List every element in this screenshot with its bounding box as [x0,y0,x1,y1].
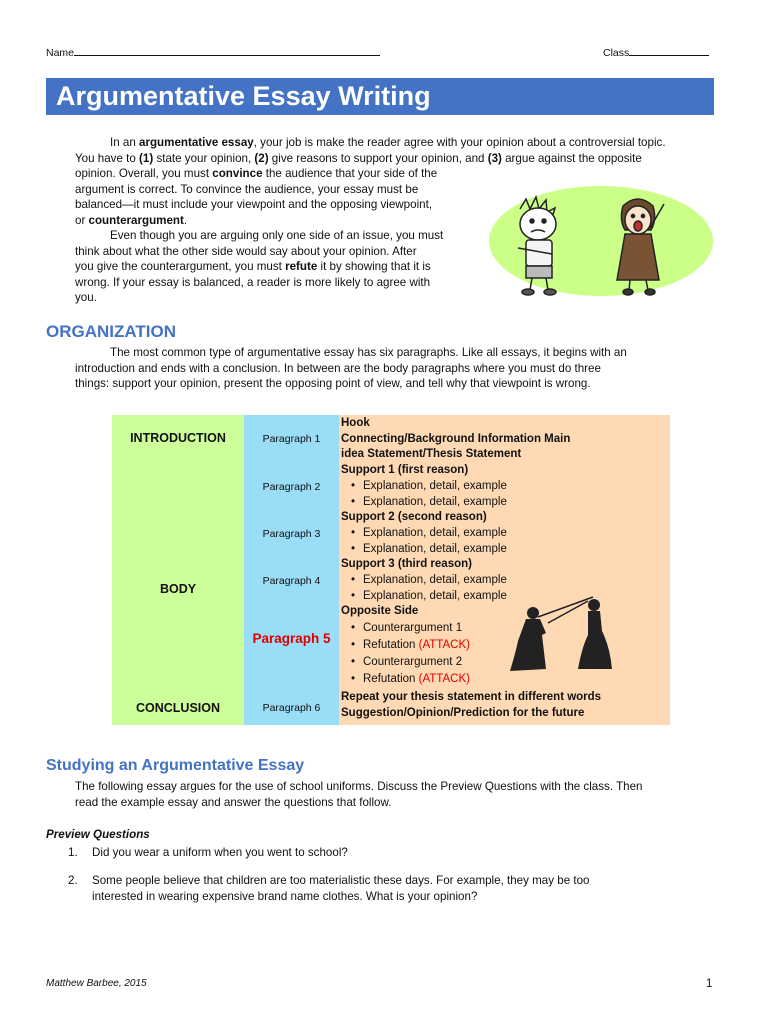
section-introduction: INTRODUCTION [130,431,226,445]
studying-paragraph: The following essay argues for the use of school uniforms. Discuss the Preview Questions with the class. Then read the example essay and answer the questions that follow. [75,780,643,809]
fencers-illustration [498,595,628,675]
page-number: 1 [706,978,713,990]
class-label: Class [603,47,630,59]
organization-heading: ORGANIZATION [46,322,177,341]
name-field [46,44,380,59]
section-body: BODY [159,582,197,596]
question-1: 1. Did you wear a uniform when you went to school? [68,846,348,859]
paragraph-6-label: Paragraph 6 [262,702,321,714]
essay-structure-table [112,415,670,725]
paragraph-contents: Hook Connecting/Background Information Main idea Statement/Thesis Statement Support 1 (first reason) • Explanation, detail, example • Explanation, detail, example Support 2 (second reason) • Explanation, detail, example • Explanation, detail, example Support 3 (third reason) • Explanation, detail, example • Explanation, detail, example Opposite Side • Counterargument 1 • Refutation (ATTACK) • Counterargument 2 • Refutation (ATTACK) Repeat your thesis statement in different words Suggestion/Opinion/Prediction for the future [341,416,666,722]
studying-heading: Studying an Argumentative Essay [46,757,305,774]
name-label: Name [46,47,75,59]
paragraph-5-label: Paragraph 5 [252,631,331,646]
section-conclusion: CONCLUSION [135,701,221,715]
arguing-kids-illustration [488,184,718,299]
class-field [603,44,709,59]
class-blank-line[interactable] [629,44,709,56]
footer-author: Matthew Barbee, 2015 [46,978,147,989]
paragraph-2-label: Paragraph 2 [262,481,321,493]
section-column [112,415,244,725]
paragraph-4-label: Paragraph 4 [262,575,321,587]
intro-paragraph: In an argumentative essay, your job is make the reader agree with your opinion about a controversial topic. You have to (1) state your opinion, (2) give reasons to support your opinion, and (3) argue against the opposite opinion. Overall, you must convince the audience that your side of the argument is correct. To convince the audience, your essay must be balanced—it must include your viewpoint and the opposing viewpoint, or counterargument. Even though you are arguing only one side of an issue, you must think about what the other side would say about your opinion. After you give the counterargument, you must refute it by showing that it is wrong. If your essay is balanced, a reader is more likely to agree with you. [75,136,666,304]
preview-questions-heading: Preview Questions [46,828,150,841]
name-blank-line[interactable] [74,44,380,56]
page-title: Argumentative Essay Writing [56,81,431,111]
title-bar [46,78,714,115]
paragraph-column [244,415,339,725]
organization-paragraph: The most common type of argumentative essay has six paragraphs. Like all essays, it begins with an introduction and ends with a conclusion. In between are the body paragraphs where you must do three things: support your opinion, present the opposing point of view, and tell why that viewpoint is wrong. [75,346,627,390]
paragraph-3-label: Paragraph 3 [262,528,321,540]
paragraph-1-label: Paragraph 1 [262,433,321,445]
question-2: 2. Some people believe that children are too materialistic these days. For example, they may be too interested in wearing expensive brand name clothes. What is your opinion? [68,874,590,903]
